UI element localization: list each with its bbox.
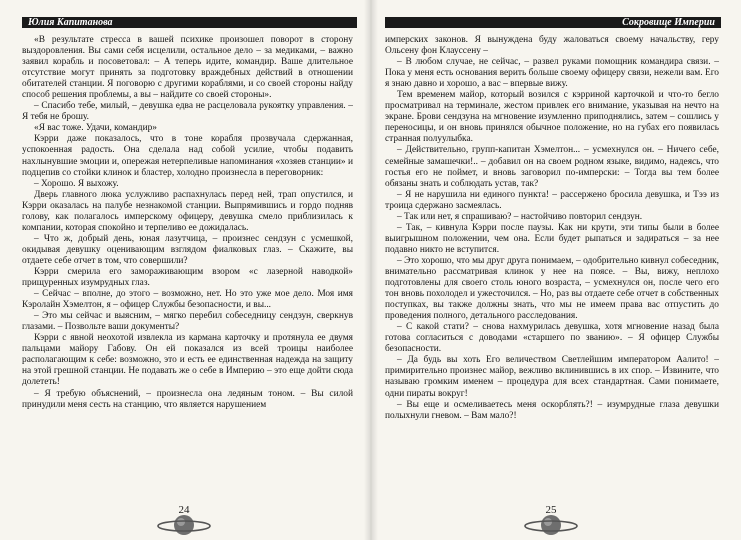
paragraph: Кэрри с явной неохотой извлекла из кармана карточку и протянула ее двумя пальцами майору Габову. Он ей показался из всей троицы наиболее располагающим к себе: возможно, это и есть ее единственная надежда на защиту на этой грешной станции. Не подавать же о себе в Империю – это еще дойти сюда долететь! [22,333,353,388]
paragraph: – Так или нет, я спрашиваю? – настойчиво повторил сендзун. [397,211,643,222]
paragraph: – С какой стати? – снова нахмурилась девушка, хотя мгновение назад была готова согласиться с доводами «старшего по званию». – Я офицер Службы безопасности. [385,322,719,355]
page-number-ornament [156,504,212,538]
paragraph: Дверь главного люка услужливо распахнулась перед ней, трап опустился, и Кэрри оказалась на палубе незнакомой станции. Выпрямившись и гордо подняв голову, как полагалось имперскому офицеру, девушка смело приблизилась к компании, которая спокойно и терпеливо ее дожидалась. [22,189,353,233]
paragraph: «В результате стресса в вашей психике произошел поворот в сторону выздоровления. Вы сами себя исцелили, остальное дело – за медиками, – важно заявил корабль и посоветовал: – А теперь идите, командир. Ваше длительное отсутствие могут принять за подготовку враждебных действий в отношении обитателей станции. Я поговорю с другими кораблями, и со своей стороны найду способ решения проблемы, а вы – найдите со своей стороны». [22,35,353,101]
running-header-title: Сокровище Империи [618,17,719,28]
paragraph: – Да будь вы хоть Его величеством Светлейшим императором Аалито! – примирительно произнес майор, вежливо вклинившись в их спор. – Извините, что называю громким именем – процедура для всех стандартная. Сами понимаете, одни пираты вокруг! [385,355,719,399]
book-gutter [364,0,378,540]
paragraph: – Так, – кивнула Кэрри после паузы. Как ни крути, эти типы были в более выигрышном положении, чем она. Если будет рыпаться и задираться – за нее подавно никто не вступится. [385,222,719,255]
paragraph: – Хорошо. Я выхожу. [34,178,119,189]
paragraph: – Вы еще и осмеливаетесь меня оскорблять?! – изумрудные глаза девушки полыхнули гневом. – Вам мало?! [385,399,719,421]
paragraph: Кэрри смерила его замораживающим взором «с лазерной наводкой» прищуренных изумрудных глаз. [22,266,353,289]
paragraph: – Это хорошо, что мы друг друга понимаем, – одобрительно кивнул собеседник, внимательно рассматривая клинок у нее на поясе. – Вы, вижу, неплохо подготовлены для своего столь юного возраста, – усмехнулся он, после чего его тон вновь похолодел и ужесточился. – Но, раз вы отдаете себе отчет в собственных поступках, вы также должны знать, что мы не имеем права вас отпустить до проведения полного, детального расследования. [385,255,719,322]
page-number: 24 [178,504,190,516]
paragraph: – Сейчас – вполне, до этого – возможно, нет. Но это уже мое дело. Моя имя Кэролайн Хэмелтон, я – офицер Службы безопасности, и вы... [22,289,353,311]
paragraph: – В любом случае, не сейчас, – развел руками помощник командира связи. – Пока у меня есть основания верить больше своему офицеру связи, нежели вам. Его я знаю давно и хорошо, а вас – впервые вижу. [385,57,719,90]
paragraph: имперских законов. Я вынуждена буду жаловаться своему начальству, геру Ольсену фон Клауссену – [385,35,719,57]
paragraph: – Действительно, групп-капитан Хэмелтон... – усмехнулся он. – Ничего себе, семейные замашечки!.. – добавил он на своем родном языке, видимо, надеясь, что гостья его не поймет, и вновь заговорил по-имперски: – Тогда вы тем более обязаны знать и соблюдать устав, так? [385,145,719,189]
paragraph: Тем временем майор, который возился с кэрриной карточкой и что-то бегло просматривал на терминале, жестом привлек его внимание, указывая на нечто на экране. Брови сендзуна на мгновение изумленно приподнялись, затем – сошлись у переносицы, и он вновь принялся обычное положение, но на губах его появилась странная полуулыбка. [385,90,719,145]
paragraph: – Спасибо тебе, милый, – девушка едва не расцеловала рукоятку управления. – Я тебя не брошу. [22,101,353,123]
right-page-text [385,35,719,422]
right-page [371,0,741,540]
paragraph: «Я вас тоже. Удачи, командир» [34,123,157,134]
running-header-author: Юлия Капитанова [24,17,117,28]
paragraph: – Что ж, добрый день, юная лазутчица, – произнес сендзун с усмешкой, окидывая девушку оценивающим взглядом фиалковых глаз. – Скажите, вы отдаете себе отчет в том, что совершили? [22,233,353,266]
left-page-text [22,35,353,411]
paragraph: Кэрри даже показалось, что в тоне корабля прозвучала сдержанная, успокоенная радость. Она сделала над собой усилие, чтобы подавить нахлынувшие эмоции и, опережая нетерпеливые напоминания «хозяев станции» и подцепив со стойки клинок и бластер, холодно произнесла в переговорник: [22,134,353,178]
page-number-ornament [523,504,579,538]
paragraph: – Я требую объяснений, – произнесла она ледяным тоном. – Вы силой принудили меня сесть на станцию, что является нарушением [22,388,353,410]
page-number: 25 [545,504,557,516]
paragraph: – Это мы сейчас и выясним, – мягко перебил собеседницу сендзун, сверкнув глазами. – Позвольте ваши документы? [22,311,353,333]
paragraph: – Я не нарушила ни единого пункта! – рассержено бросила девушка, и Тээ из троица сдержано засмеялась. [385,189,719,211]
